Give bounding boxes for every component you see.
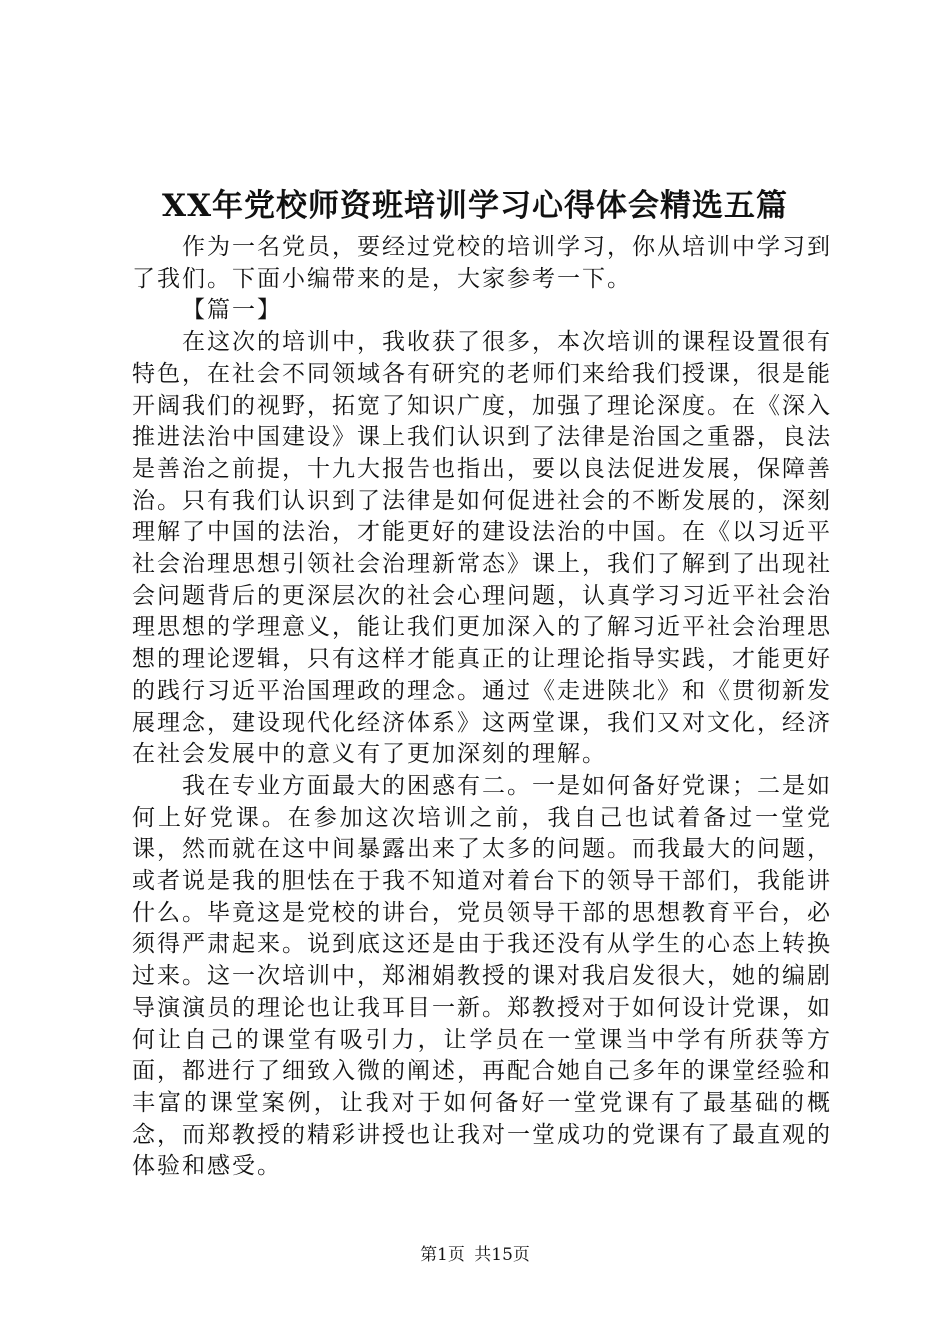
section-heading: 【篇一】 xyxy=(182,297,282,324)
page-footer xyxy=(0,1244,950,1266)
page-total: 共15页 xyxy=(474,1245,530,1265)
document-body xyxy=(132,232,832,1183)
body-paragraph-1: 在这次的培训中，我收获了很多，本次培训的课程设置很有特色，在社会不同领域各有研究的老师们来给我们授课，很是能开阔我们的视野，拓宽了知识广度，加强了理论深度。在《深入推进法治中国建设》课上我们认识到了法律是治国之重器，良法是善治之前提，十九大报告也指出，要以良法促进发展，保障善治。只有我们认识到了法律是如何促进社会的不断发展的，深刻理解了中国的法治，才能更好的建设法治的中国。在《以习近平社会治理思想引领社会治理新常态》课上，我们了解到了出现社会问题背后的更深层次的社会心理问题，认真学习习近平社会治理思想的学理意义，能让我们更加深入的了解习近平社会治理思想的理论逻辑，只有这样才能真正的让理论指导实践，才能更好的践行习近平治国理政的理念。通过《走进陕北》和《贯彻新发展理念，建设现代化经济体系》这两堂课，我们又对文化，经济在社会发展中的意义有了更加深刻的理解。 xyxy=(132,329,832,768)
body-paragraph-2: 我在专业方面最大的困惑有二。一是如何备好党课；二是如何上好党课。在参加这次培训之前，我自己也试着备过一堂党课，然而就在这中间暴露出来了太多的问题。而我最大的问题，或者说是我的胆怯在于我不知道对着台下的领导干部们，我能讲什么。毕竟这是党校的讲台，党员领导干部的思想教育平台，必须得严肃起来。说到底这还是由于我还没有从学生的心态上转换过来。这一次培训中，郑湘娟教授的课对我启发很大，她的编剧导演演员的理论也让我耳目一新。郑教授对于如何设计党课，如何让自己的课堂有吸引力，让学员在一堂课当中学有所获等方面，都进行了细致入微的阐述，再配合她自己多年的课堂经验和丰富的课堂案例，让我对于如何备好一堂党课有了最基础的概念，而郑教授的精彩讲授也让我对一堂成功的党课有了最直观的体验和感受。 xyxy=(132,772,832,1180)
page-number: 第1页 xyxy=(420,1245,465,1265)
document-title: XX年党校师资班培训学习心得体会精选五篇 xyxy=(161,188,789,224)
intro-paragraph: 作为一名党员，要经过党校的培训学习，你从培训中学习到了我们。下面小编带来的是，大家参考一下。 xyxy=(132,234,832,292)
